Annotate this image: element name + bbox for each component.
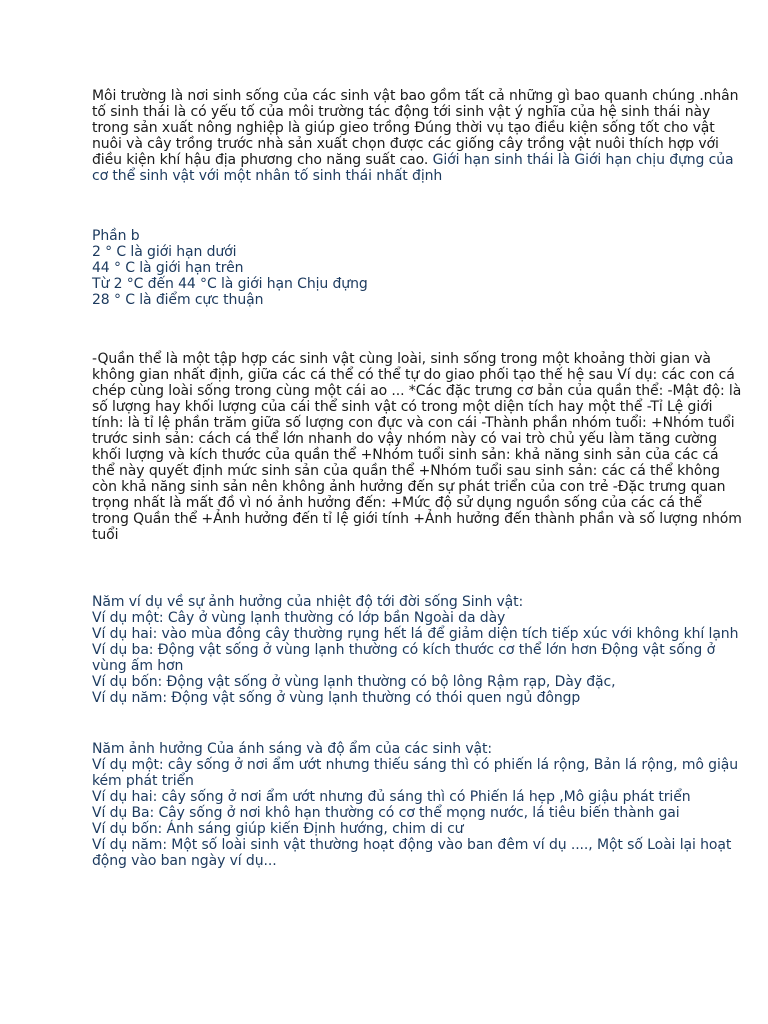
ecological-limit-definition: Giới hạn sinh thái là Giới hạn chịu đựng của cơ thể sinh vật với một nhân tố sinh thái nhất định [92,152,734,184]
section-temperature-examples [92,594,742,706]
population-paragraph: -Quần thể là một tập hợp các sinh vật cùng loài, sinh sống trong một khoảng thời gian và không gian nhất định, giữa các cá thể có thể tự do giao phối tạo thế hệ sau Ví dụ: các con cá chép cùng loài sống trong cùng một cái ao ... *Các đặc trưng cơ bản của quần thể: -Mật độ: là số lượng hay khối lượng của cái thể sinh vật có trong một diện tích hay một thể -Tỉ Lệ giới tính: là tỉ lệ phần trăm giữa số lượng con đực và con cái -Thành phần nhóm tuổi: +Nhóm tuổi trước sinh sản: cách cá thể lớn nhanh do vậy nhóm này có vai trò chủ yếu làm tăng cường khối lượng và kích thước của quần thể +Nhóm tuổi sinh sản: khả năng sinh sản của các cá thể này quyết định mức sinh sản của quần thể +Nhóm tuổi sau sinh sản: các cá thể không còn khả năng sinh sản nên không ảnh hưởng đến sự phát triển của con trẻ -Đặc trưng quan trọng nhất là mất đồ vì nó ảnh hưởng đến: +Mức độ sử dụng nguồn sống của các cá thể trong Quần thể +Ảnh hưởng đến tỉ lệ giới tính +Ảnh hưởng đến thành phần và số lượng nhóm tuổi [92,351,742,543]
temperature-example: Ví dụ bốn: Động vật sống ở vùng lạnh thường có bộ lông Rậm rạp, Dày đặc, [92,674,616,690]
part-b-line: 2 ° C là giới hạn dưới [92,244,237,260]
part-b-line: 28 ° C là điểm cực thuận [92,292,264,308]
section-light-humidity-examples [92,741,742,869]
section-part-b [92,228,742,308]
environment-paragraph [92,88,742,184]
light-humidity-example: Ví dụ hai: cây sống ở nơi ẩm ướt nhưng đủ sáng thì có Phiến lá hẹp ,Mô giậu phát triển [92,789,691,805]
temperature-example: Ví dụ năm: Động vật sống ở vùng lạnh thường có thói quen ngủ đôngp [92,690,581,706]
part-b-heading: Phần b [92,228,140,244]
temperature-heading: Năm ví dụ về sự ảnh hưởng của nhiệt độ tới đời sống Sinh vật: [92,594,524,610]
section-population [92,351,742,543]
light-humidity-heading: Năm ảnh hưởng Của ánh sáng và độ ẩm của các sinh vật: [92,741,493,757]
environment-text: Môi trường là nơi sinh sống của các sinh vật bao gồm tất cả những gì bao quanh chúng .nhân tố sinh thái là có yếu tố của môi trường tác động tới sinh vật ý nghĩa của hệ sinh thái này trong sản xuất nông nghiệp là giúp gieo trồng Đúng thời vụ tạo điều kiện sống tốt cho vật nuôi và cây trồng trước nhà sản xuất chọn được các giống cây trồng vật nuôi thích hợp với điều kiện khí hậu địa phương cho năng suất cao. [92,88,739,168]
temperature-example: Ví dụ một: Cây ở vùng lạnh thường có lớp bần Ngoài da dày [92,610,506,626]
light-humidity-example: Ví dụ năm: Một số loài sinh vật thường hoạt động vào ban đêm ví dụ ...., Một số Loài lại hoạt động vào ban ngày ví dụ... [92,837,732,869]
light-humidity-example: Ví dụ một: cây sống ở nơi ẩm ướt nhưng thiếu sáng thì có phiến lá rộng, Bản lá rộng, mô giậu kém phát triển [92,757,738,789]
part-b-line: 44 ° C là giới hạn trên [92,260,244,276]
light-humidity-example: Ví dụ bốn: Ánh sáng giúp kiến Định hướng, chim di cư [92,821,464,837]
section-environment [92,88,742,184]
temperature-example: Ví dụ hai: vào mùa đông cây thường rụng hết lá để giảm diện tích tiếp xúc với không khí lạnh [92,626,739,642]
light-humidity-example: Ví dụ Ba: Cây sống ở nơi khô hạn thường có cơ thể mọng nước, lá tiêu biến thành gai [92,805,680,821]
temperature-example: Ví dụ ba: Động vật sống ở vùng lạnh thường có kích thước cơ thể lớn hơn Động vật sống ở vùng ấm hơn [92,642,716,674]
part-b-line: Từ 2 °C đến 44 °C là giới hạn Chịu đựng [92,276,368,292]
